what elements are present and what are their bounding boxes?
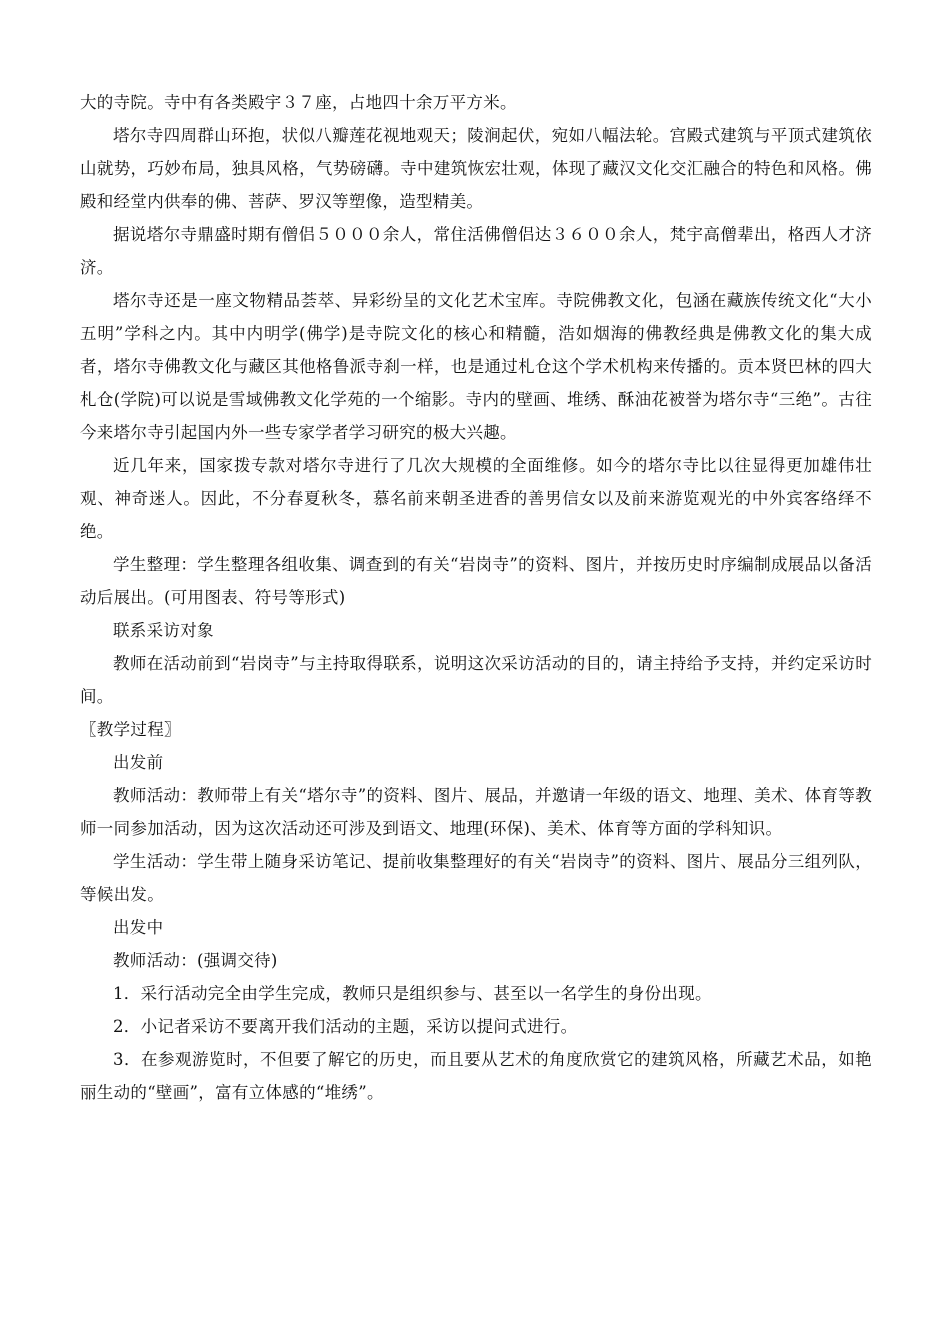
section-heading-during-departure: 出发中 (113, 918, 164, 937)
paragraph-3: 据说塔尔寺鼎盛时期有僧侣５０００余人，常住活佛僧侣达３６００余人，梵宇高僧辈出，格西人才济济。 (80, 225, 872, 277)
section-heading-contact: 联系采访对象 (113, 621, 214, 640)
paragraph-1: 大的寺院。寺中有各类殿宇３７座，占地四十余万平方米。 (80, 93, 517, 112)
paragraph-7: 教师在活动前到“岩岗寺”与主持取得联系，说明这次采访活动的目的，请主持给予支持，并约定采访时间。 (80, 654, 872, 706)
paragraph-4: 塔尔寺还是一座文物精品荟萃、异彩纷呈的文化艺术宝库。寺院佛教文化，包涵在藏族传统文化“大小五明”学科之内。其中内明学(佛学)是寺院文化的核心和精髓，浩如烟海的佛教经典是佛教文化的集大成者，塔尔寺佛教文化与藏区其他格鲁派寺刹一样，也是通过札仓这个学术机构来传播的。贡本贤巴林的四大札仓(学院)可以说是雪域佛教文化学苑的一个缩影。寺内的壁画、堆绣、酥油花被誉为塔尔寺“三绝”。古往今来塔尔寺引起国内外一些专家学者学习研究的极大兴趣。 (80, 291, 872, 442)
list-item-1: 1．采行活动完全由学生完成，教师只是组织参与、甚至以一名学生的身份出现。 (113, 984, 712, 1003)
section-heading-before-departure: 出发前 (113, 753, 164, 772)
paragraph-9: 学生活动：学生带上随身采访笔记、提前收集整理好的有关“岩岗寺”的资料、图片、展品分三组列队，等候出发。 (80, 852, 872, 904)
section-heading-teaching-process: 〖教学过程〗 (80, 720, 181, 739)
document-body (80, 86, 872, 1109)
paragraph-2: 塔尔寺四周群山环抱，状似八瓣莲花视地观天；陵涧起伏，宛如八幅法轮。宫殿式建筑与平顶式建筑依山就势，巧妙布局，独具风格，气势磅礴。寺中建筑恢宏壮观，体现了藏汉文化交汇融合的特色和风格。佛殿和经堂内供奉的佛、菩萨、罗汉等塑像，造型精美。 (80, 126, 872, 211)
paragraph-8: 教师活动：教师带上有关“塔尔寺”的资料、图片、展品，并邀请一年级的语文、地理、美术、体育等教师一同参加活动，因为这次活动还可涉及到语文、地理(环保)、美术、体育等方面的学科知识。 (80, 786, 872, 838)
paragraph-6: 学生整理：学生整理各组收集、调查到的有关“岩岗寺”的资料、图片，并按历史时序编制成展品以备活动后展出。(可用图表、符号等形式) (80, 555, 872, 607)
list-item-2: 2．小记者采访不要离开我们活动的主题，采访以提问式进行。 (113, 1017, 578, 1036)
section-heading-teacher-activity: 教师活动：(强调交待) (113, 951, 278, 970)
list-item-3: 3．在参观游览时，不但要了解它的历史，而且要从艺术的角度欣赏它的建筑风格，所藏艺术品，如艳丽生动的“壁画”，富有立体感的“堆绣”。 (80, 1050, 872, 1102)
paragraph-5: 近几年来，国家拨专款对塔尔寺进行了几次大规模的全面维修。如今的塔尔寺比以往显得更加雄伟壮观、神奇迷人。因此，不分春夏秋冬，慕名前来朝圣进香的善男信女以及前来游览观光的中外宾客络绎不绝。 (80, 456, 872, 541)
